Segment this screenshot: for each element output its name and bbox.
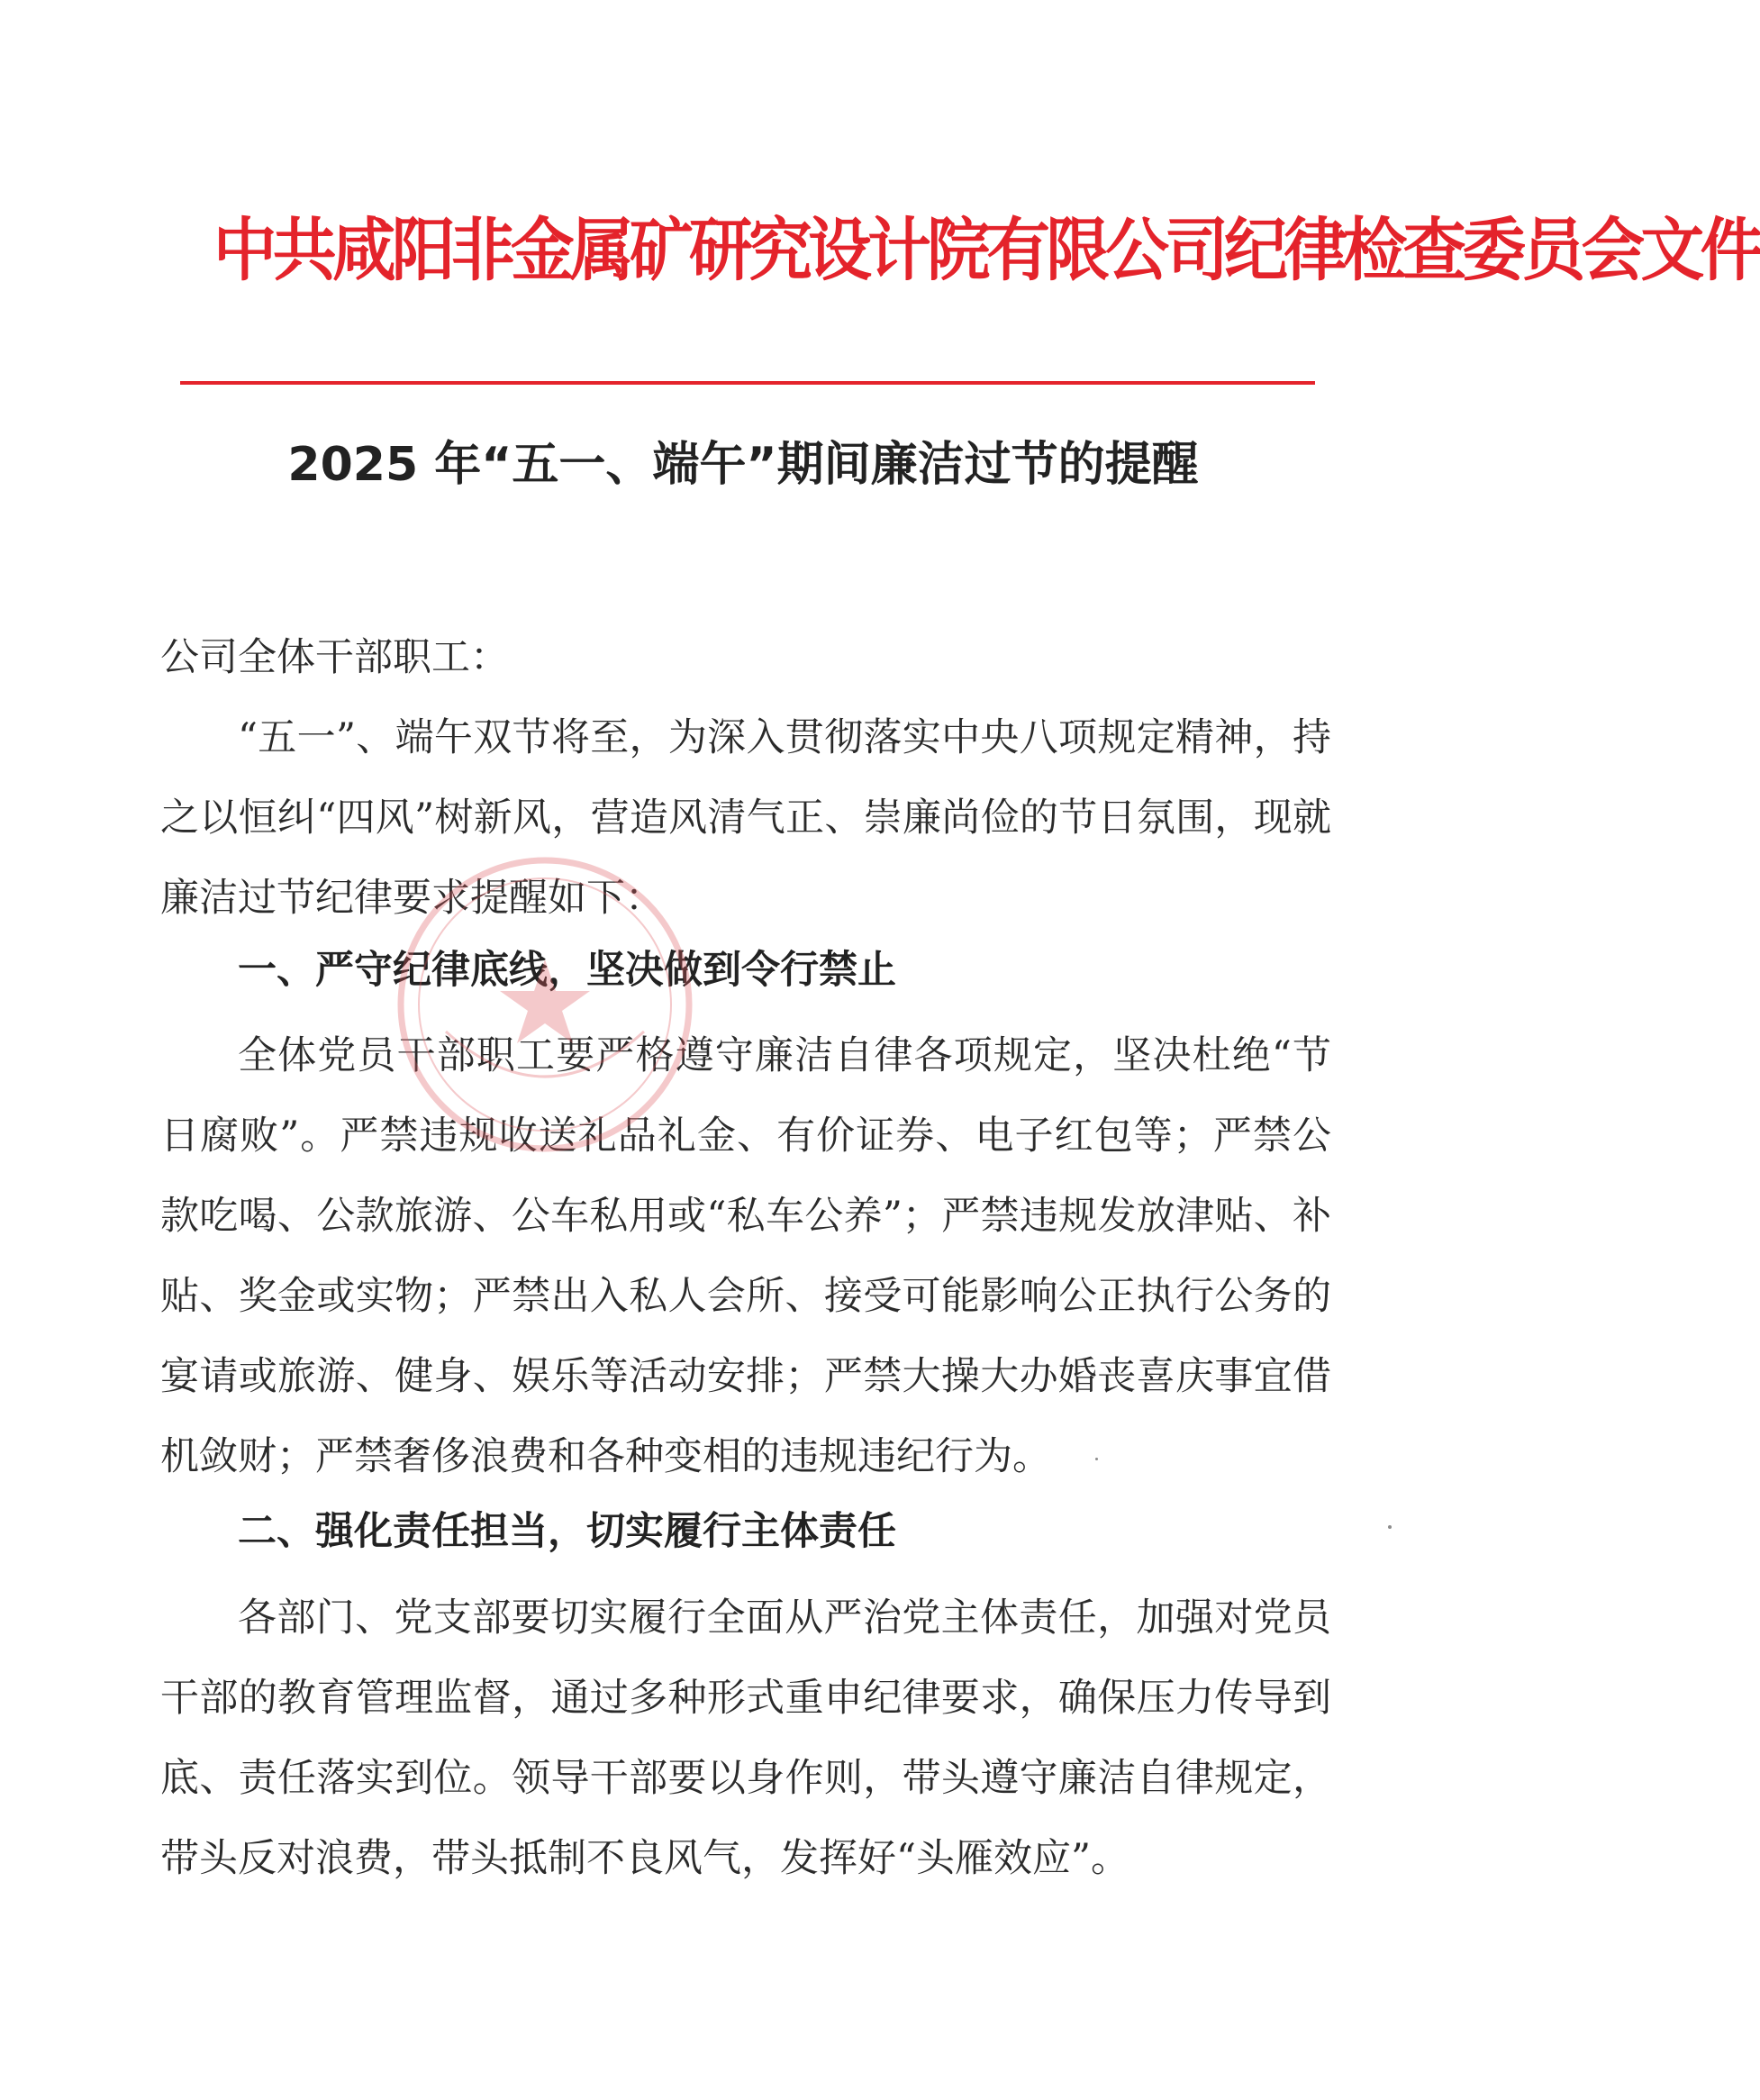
document-title: 2025 年“五一、端午”期间廉洁过节的提醒	[287, 438, 1199, 492]
section-heading-1: 一、严守纪律底线，坚决做到令行禁止	[238, 948, 896, 993]
intro-paragraph: “五一”、端午双节将至，为深入贯彻落实中央八项规定精神，持之以恒纠“四风”树新风，营造风清气正、崇廉尚俭的节日氛围，现就廉洁过节纪律要求提醒如下：	[160, 715, 1331, 921]
section-heading-2: 二、强化责任担当，切实履行主体责任	[238, 1509, 896, 1554]
section-body-2: 各部门、党支部要切实履行全面从严治党主体责任，加强对党员干部的教育管理监督，通过多种形式重申纪律要求，确保压力传导到底、责任落实到位。领导干部要以身作则，带头遵守廉洁自律规定，带头反对浪费，带头抵制不良风气，发挥好“头雁效应”。	[160, 1595, 1331, 1881]
section-body-1: 全体党员干部职工要严格遵守廉洁自律各项规定，坚决杜绝“节日腐败”。严禁违规收送礼品礼金、有价证券、电子红包等；严禁公款吃喝、公款旅游、公车私用或“私车公养”；严禁违规发放津贴、补贴、奖金或实物；严禁出入私人会所、接受可能影响公正执行公务的宴请或旅游、健身、娱乐等活动安排；严禁大操大办婚丧喜庆事宜借机敛财；严禁奢侈浪费和各种变相的违规违纪行为。	[160, 1033, 1331, 1479]
salutation: 公司全体干部职工：	[160, 635, 509, 680]
issuer-header-title: 中共咸阳非金属矿研究设计院有限公司纪律检查委员会文件	[213, 210, 1760, 290]
scan-speck	[1388, 1525, 1392, 1529]
scan-speck	[1095, 1458, 1098, 1460]
header-red-rule	[180, 381, 1315, 385]
